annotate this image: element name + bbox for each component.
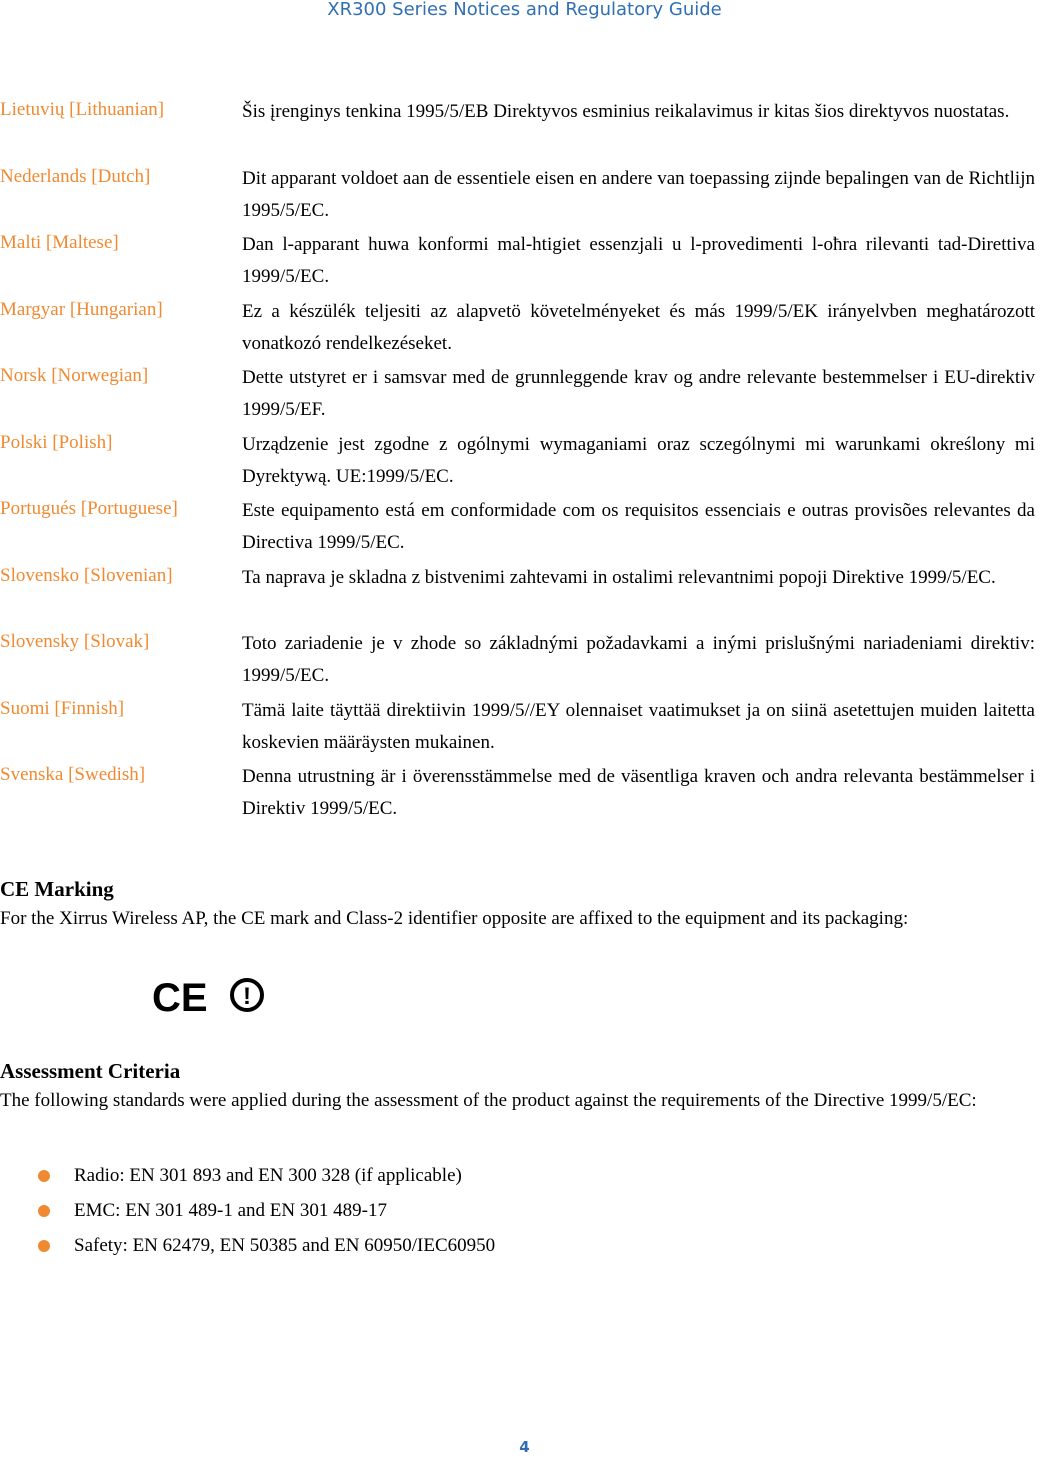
list-item <box>0 1228 800 1263</box>
declaration-text: Šis įrenginys tenkina 1995/5/EB Direktyvos esminius reikalavimus ir kitas šios direktyvos nuostatas. <box>242 101 1010 122</box>
bullet-dot-icon <box>38 1205 50 1217</box>
language-label: Nederlands [Dutch] <box>0 165 151 187</box>
language-declarations <box>0 96 1049 828</box>
language-label: Malti [Maltese] <box>0 232 119 253</box>
declaration-text: Toto zariadenie je v zhode so základnými požadavkami a inými prislušnými nariadeniami direktiv: 1999/5/EC. <box>242 633 1035 686</box>
declaration-row <box>0 495 1049 562</box>
ce-marking-text: For the Xirrus Wireless AP, the CE mark and Class-2 identifier opposite are affixed to the equipment and its packaging: <box>0 908 909 929</box>
language-label: Suomi [Finnish] <box>0 697 125 719</box>
declaration-text: Denna utrustning är i överensstämmelse med de väsentliga kraven och andra relevanta bestämmelser i Direktiv 1999/5/EC. <box>242 766 1035 819</box>
language-label: Norsk [Norwegian] <box>0 365 149 386</box>
declaration-text: Urządzenie jest zgodne z ogólnymi wymaganiami oraz sczególnymi mi warunkami określony mi Dyrektywą. UE:1999/5/EC. <box>242 433 1035 487</box>
bullet-dot-icon <box>38 1240 50 1252</box>
declaration-row <box>0 362 1049 429</box>
declaration-row <box>0 562 1049 629</box>
declaration-text: Ez a készülék teljesiti az alapvetö követelményeket és más 1999/5/EK irányelvben meghatározott vonatkozó rendelkezéseket. <box>242 300 1035 354</box>
language-label: Svenska [Swedish] <box>0 764 146 785</box>
language-label: Slovensko [Slovenian] <box>0 564 173 586</box>
declaration-row <box>0 96 1049 163</box>
declaration-text: Dette utstyret er i samsvar med de grunnleggende krav og andre relevante bestemmelser i EU-direktiv 1999/5/EF. <box>242 367 1035 420</box>
declaration-text: Dan l-apparant huwa konformi mal-htigiet essenzjali u l-provedimenti l-oħra rilevanti tad-Direttiva 1999/5/EC. <box>242 234 1035 287</box>
declaration-text: Este equipamento está em conformidade com os requisitos essenciais e outras provisões relevantes da Directiva 1999/5/EC. <box>242 500 1035 553</box>
list-item <box>0 1193 800 1228</box>
list-item-text: Safety: EN 62479, EN 50385 and EN 60950/IEC60950 <box>74 1234 496 1256</box>
language-label: Portugués [Portuguese] <box>0 498 178 519</box>
page-header: XR300 Series Notices and Regulatory Guide <box>327 0 722 20</box>
declaration-text: Dit apparant voldoet aan de essentiele eisen en andere van toepassing zijnde bepalingen van de Richtlijn 1995/5/EC. <box>242 167 1035 221</box>
bullet-dot-icon <box>38 1170 50 1182</box>
declaration-row <box>0 296 1049 363</box>
language-label: Polski [Polish] <box>0 431 113 453</box>
declaration-row <box>0 761 1049 828</box>
standards-list <box>0 1158 800 1263</box>
assessment-heading: Assessment Criteria <box>0 1059 181 1083</box>
declaration-text: Ta naprava je skladna z bistvenimi zahtevami in ostalimi relevantnimi popoji Direktive 1999/5/EC. <box>242 566 996 588</box>
declaration-row <box>0 229 1049 296</box>
language-label: Lietuvių [Lithuanian] <box>0 99 165 120</box>
list-item <box>0 1158 800 1193</box>
declaration-row <box>0 695 1049 762</box>
declaration-text: Tämä laite täyttää direktiivin 1999/5//EY olennaiset vaatimukset ja on siinä asetettujen muiden laitetta koskevien määräysten mukainen. <box>242 699 1035 753</box>
declaration-row <box>0 163 1049 230</box>
declaration-row <box>0 628 1049 695</box>
assessment-text: The following standards were applied during the assessment of the product against the requirements of the Directive 1999/5/EC: <box>0 1090 977 1111</box>
list-item-text: Radio: EN 301 893 and EN 300 328 (if applicable) <box>74 1164 462 1186</box>
language-label: Margyar [Hungarian] <box>0 298 163 320</box>
ce-marking-heading: CE Marking <box>0 877 114 901</box>
ce-class2-marks <box>152 974 272 1018</box>
ce-mark-icon: CE <box>152 976 208 1018</box>
language-label: Slovensky [Slovak] <box>0 631 150 652</box>
declaration-row <box>0 429 1049 496</box>
page-number: 4 <box>519 1438 530 1456</box>
class2-symbol: ! <box>243 983 251 1010</box>
list-item-text: EMC: EN 301 489-1 and EN 301 489-17 <box>74 1199 387 1221</box>
class2-alert-icon <box>232 980 262 1010</box>
